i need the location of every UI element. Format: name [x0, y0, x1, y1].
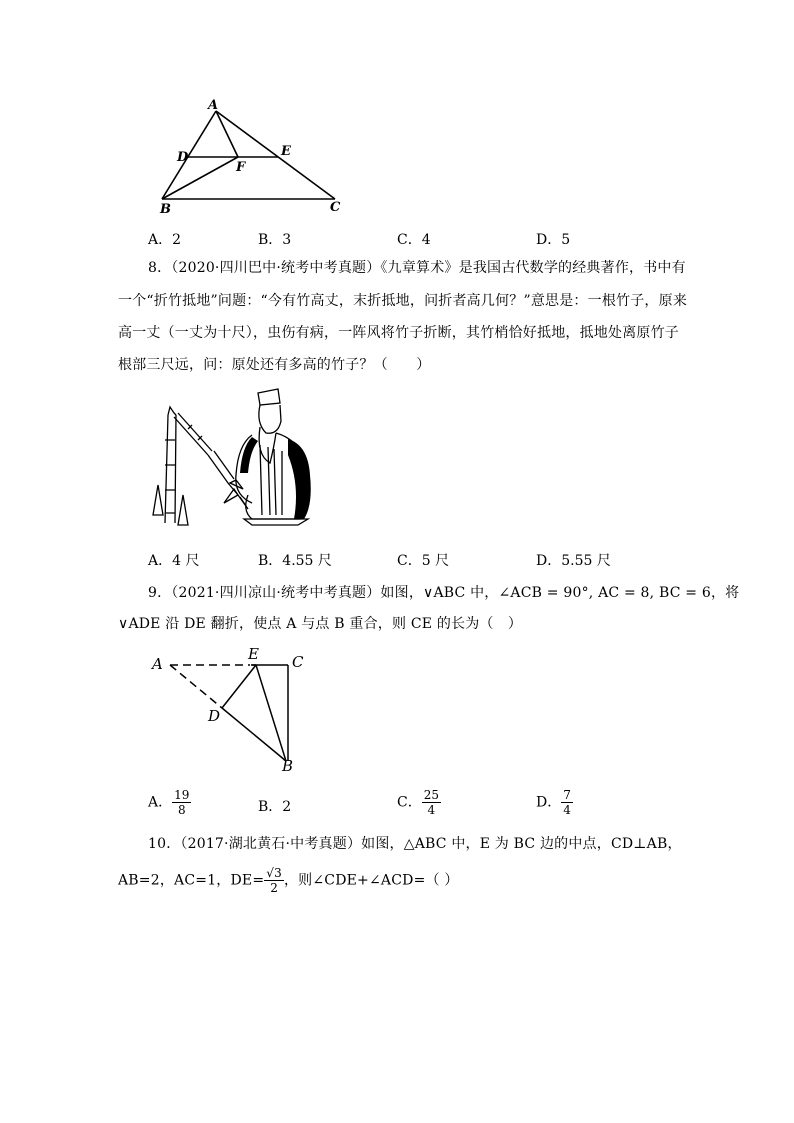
- q9-option-c-prefix: C．: [397, 794, 422, 811]
- q9-option-a-prefix: A．: [148, 794, 173, 811]
- q10-line-2: [118, 866, 459, 895]
- bamboo-scholar-illustration: [148, 385, 316, 530]
- q9-line-1: 9．（2021·四川凉山·统考中考真题）如图，∨ABC 中，∠ACB = 90°, AC = 8, BC = 6，将: [148, 585, 740, 601]
- fraction-denominator: 4: [427, 803, 436, 817]
- q7-option-c[interactable]: C．4: [397, 232, 431, 248]
- label-C: C: [292, 653, 304, 671]
- q7-option-a[interactable]: A．2: [148, 232, 182, 248]
- q10-de-fraction: [264, 866, 284, 895]
- fraction-numerator: 7: [563, 788, 571, 802]
- q9-option-d[interactable]: [536, 788, 573, 817]
- q8-option-c[interactable]: C．5 尺: [397, 553, 450, 569]
- label-A: A: [208, 98, 219, 113]
- fraction-denominator: 2: [270, 881, 279, 895]
- label-C: C: [330, 200, 341, 215]
- q9-option-c-fraction: [422, 788, 441, 817]
- q9-line-2: ∨ADE 沿 DE 翻折，使点 A 与点 B 重合，则 CE 的长为（ ）: [118, 616, 523, 632]
- triangle-figure-q7: [150, 95, 360, 220]
- q8-line-4: 根部三尺远，问：原处还有多高的竹子？（ ）: [118, 357, 431, 373]
- label-D: D: [177, 150, 189, 165]
- label-B: B: [282, 757, 294, 775]
- fraction-numerator: 25: [423, 788, 439, 802]
- label-D: D: [208, 707, 221, 725]
- fraction-numerator: 19: [174, 788, 190, 802]
- q8-option-b[interactable]: B．4.55 尺: [258, 553, 332, 569]
- q9-option-a-fraction: [172, 788, 191, 817]
- q7-option-b[interactable]: B．3: [258, 232, 292, 248]
- label-E: E: [248, 645, 259, 663]
- fraction-numerator: √3: [266, 866, 282, 880]
- q10-line-2-suffix: ，则∠CDE+∠ACD=（ ）: [283, 872, 459, 889]
- label-B: B: [160, 202, 171, 217]
- label-A: A: [152, 655, 163, 673]
- fraction-denominator: 8: [177, 803, 186, 817]
- q9-option-d-prefix: D．: [536, 794, 562, 811]
- q9-option-b[interactable]: B．2: [258, 799, 292, 815]
- fraction-denominator: 4: [563, 803, 571, 817]
- fold-triangle-figure-q9: [148, 645, 318, 775]
- q10-line-2-prefix: AB=2，AC=1，DE=: [118, 872, 265, 889]
- label-F: F: [236, 160, 246, 175]
- q8-option-d[interactable]: D．5.55 尺: [536, 553, 611, 569]
- q9-option-d-fraction: [561, 788, 573, 817]
- label-E: E: [281, 144, 291, 159]
- q8-line-2: 一个“折竹抵地”问题：“今有竹高丈，末折抵地，问折者高几何？”意思是：一根竹子，原来: [118, 293, 688, 309]
- q8-option-a[interactable]: A．4 尺: [148, 553, 200, 569]
- q8-line-1: 8．（2020·四川巴中·统考中考真题）《九章算术》是我国古代数学的经典著作，书中有: [148, 260, 686, 276]
- q8-line-3: 高一丈（一丈为十尺），虫伤有病，一阵风将竹子折断，其竹梢恰好抵地，抵地处离原竹子: [118, 325, 679, 341]
- q10-line-1: 10．（2017·湖北黄石·中考真题）如图，△ABC 中，E 为 BC 边的中点，CD⊥AB，: [148, 836, 682, 852]
- q9-option-a[interactable]: [148, 788, 191, 817]
- q9-option-c[interactable]: [397, 788, 441, 817]
- q7-option-d[interactable]: D．5: [536, 232, 571, 248]
